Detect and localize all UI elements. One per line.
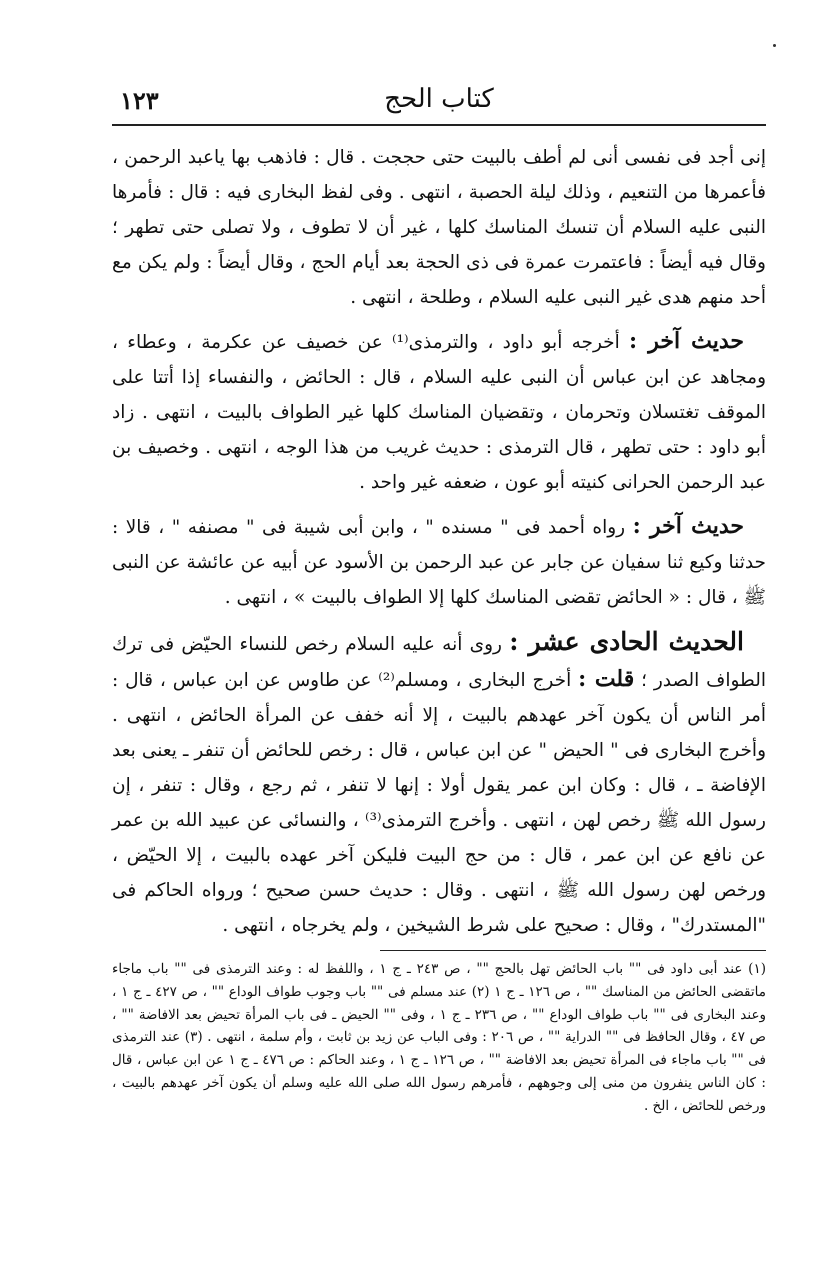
section-lead: حديث آخر : (632, 513, 744, 539)
running-title: كتاب الحج (384, 84, 494, 114)
footnote-text: (١) عند أبى داود فى "" باب الحائض تهل بالحج "" ، ص ٢٤٣ ـ ج ١ ، واللفظ له : وعند الترمذى فى "" باب ماجاء ماتقضى الحائض من المناسك "" ، ص ١٢٦ ـ ج ١ (٢) عند مسلم فى "" باب وجوب طواف الوداع "" ، ص ٤٢٧ ـ ج ١ ، وعند البخارى فى "" باب طواف الوداع "" ، ص ٢٣٦ ـ ج ١ ، وفى "" الحيض ـ فى باب المرأة تحيض بعد الافاضة "" ، ص ٤٧ ، وقال الحافظ فى "" الدراية "" ، ص ٢٠٦ : وفى الباب عن زيد بن ثابت ، وأم سلمة ، انتهى . (٣) عند الترمذى فى "" باب ماجاء فى المرأة تحيض بعد الافاضة "" ، ص ١٢٦ ـ ج ١ ، وعند الحاكم : ص ٤٧٦ ـ ج ١ عن ابن عباس ، قال : كان الناس ينفرون من منى إلى وجوههم ، فأمرهم رسول الله صلى الله عليه وسلم أن يكون آخر عهدهم بالبيت ، ورخص للحائض ، الخ . (112, 961, 767, 1114)
paragraph-text: روى أنه عليه السلام رخص للنساء الحيّض فى ترك الطواف الصدر ؛ (112, 634, 766, 691)
paragraph-continued: إنى أجد فى نفسى أنى لم أطف بالبيت حتى حججت . قال : فاذهب بها ياعبد الرحمن ، فأعمرها من التنعيم ، وذلك ليلة الحصبة ، انتهى . وفى لفظ البخارى فيه : قال : فأمرها النبى عليه السلام أن تنسك المناسك كلها ، غير أن لا تطوف ، ولا تصلى حتى تطهر ؛ وقال فيه أيضاً : فاعتمرت عمرة فى ذى الحجة بعد أيام الحج ، وقال أيضاً : ولم يكن مع أحد منهم هدى غير النبى عليه السلام ، وطلحة ، انتهى . (112, 147, 766, 308)
paper-speck (773, 44, 776, 47)
main-text (112, 140, 766, 952)
paragraph-text: أخرجه أبو داود ، والترمذى⁽¹⁾ عن خصيف عن عكرمة ، وعطاء ، ومجاهد عن ابن عباس أن النبى عليه السلام ، قال : الحائض ، والنفساء إذا أتتا على الموقف تغتسلان وتحرمان ، وتقضيان المناسك كلها غير الطواف بالبيت ، انتهى . زاد أبو داود : حتى تطهر ، قال الترمذى : حديث غريب من هذا الوجه ، انتهى . وخصيف بن عبد الرحمن الحرانى كنيته أبو عون ، ضعفه غير واحد . (112, 332, 766, 493)
paragraph-text: رواه أحمد فى " مسنده " ، وابن أبى شيبة فى " مصنفه " ، قالا : حدثنا وكيع ثنا سفيان عن جابر عن عبد الرحمن بن الأسود عن أبيه عن عائشة عن النبى ﷺ ، قال : « الحائض تقضى المناسك كلها إلا الطواف بالبيت » ، انتهى . (112, 517, 766, 608)
footnotes (112, 958, 766, 1118)
paragraph-hadith-abu-dawud (112, 324, 766, 500)
paragraph-text: أخرج البخارى ، ومسلم⁽²⁾ عن طاوس عن ابن عباس ، قال : أمر الناس أن يكون آخر عهدهم بالبيت ، إلا أنه خفف عن المرأة الحائض ، انتهى . وأخرج البخارى فى " الحيض " عن ابن عباس ، قال : رخص للحائض أن تنفر ـ يعنى بعد الإفاضة ـ ، قال : وكان ابن عمر يقول أولا : إنها لا تنفر ، ثم رجع ، وقال : تنفر ، إن رسول الله ﷺ رخص لهن ، انتهى . وأخرج الترمذى⁽³⁾ ، والنسائى عن عبيد الله بن عمر عن نافع عن ابن عمر ، قال : من حج البيت فليكن آخر عهده بالبيت ، إلا الحيّض ، ورخص لهن رسول الله ﷺ ، انتهى . وقال : حديث حسن صحيح ؛ ورواه الحاكم فى "المستدرك" ، وقال : صحيح على شرط الشيخين ، ولم يخرجاه ، انتهى . (112, 670, 766, 936)
paragraph-hadith-ahmad (112, 509, 766, 615)
page-number: ١٢٣ (120, 86, 159, 115)
paragraph-eleventh-hadith (112, 624, 766, 943)
page-header (112, 72, 766, 126)
section-lead: حديث آخر : (629, 328, 744, 354)
qulto-marker: قلت : (578, 666, 635, 692)
hadith-heading: الحديث الحادى عشر : (509, 627, 744, 656)
footnote-divider (380, 950, 766, 951)
